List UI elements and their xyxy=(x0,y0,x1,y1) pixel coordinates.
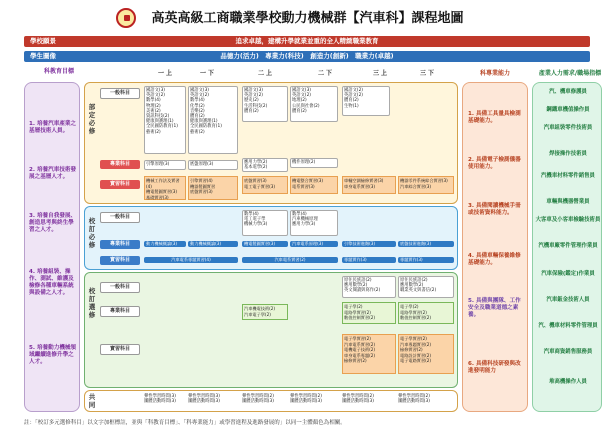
industry-item: 汽車保險(鑑定)作業員 xyxy=(541,271,595,277)
goals-header: 科教育目標 xyxy=(43,68,74,75)
grade-3b: 三 下 xyxy=(419,70,435,77)
school-required-label: 校訂必修 xyxy=(88,217,96,249)
tag-professional: 專業科目 xyxy=(100,160,140,169)
industry-item: 汽車組裝零件技術員 xyxy=(543,125,593,131)
sch-pro-2: 動力機械概論(3) xyxy=(188,241,238,247)
tag-general: 一般科目 xyxy=(100,88,140,99)
goal-item: 1. 培養汽車產業之基層技術人員。 xyxy=(29,121,77,134)
goal-item: 2. 培養汽車技術發展之基層人才。 xyxy=(29,167,77,180)
ele-prac-2: 電子學實習(2) 汽車專題實習(2) 檢修實習(2) 電路設計實習(2) 電子電路實習(2) xyxy=(398,334,454,374)
ele-pro-1: 汽車機電技術(2) 汽車電子學(2) xyxy=(242,304,288,320)
common-2: 彈性學習時間(3) 團體活動時間(3) xyxy=(188,394,220,405)
tag-general: 一般科目 xyxy=(100,212,140,223)
req-general-2: 國語文(3) 英語文(2) 數學(4) 化學(2) 音樂(2) 體育(2) 健康與護理(1) 全民國防教育(1) 藝術(2) xyxy=(188,86,238,154)
grade-3a: 三 上 xyxy=(372,70,388,77)
industry-item: 鋼鐵車機值操作員 xyxy=(546,107,590,113)
sch-general-1: 數學(4) 電工電子學 機械力學(3) xyxy=(242,210,288,236)
req-pro-3: 應用力學(2) 基本電學(2) xyxy=(242,158,288,172)
sch-prac-2: 汽車電系實習(2) xyxy=(242,257,338,263)
industry-item: 汽機車廠零件管理作業員 xyxy=(538,243,598,249)
industry-item: 車輛與機器營業員 xyxy=(546,199,590,205)
ability-item: 5. 具備與團隊、工作安全及職業道德之素養。 xyxy=(468,298,521,318)
ele-general-1: 原住民族語(2) 應用數學(2) 英文閱讀與寫作(2) xyxy=(342,276,396,298)
req-pro-2: 底盤原理(3) xyxy=(188,160,238,170)
common-1: 彈性學習時間(3) 團體活動時間(3) xyxy=(144,394,176,405)
abilities-column xyxy=(462,82,528,412)
req-pro-4: 機件原理(2) xyxy=(290,158,338,168)
footer-note: 註：「校訂多元選修科目」以文字加框標註，並與「科教育目標」、「科專業能力」或學習進程及進路發展的」以同一主體顏色為相關。 xyxy=(24,420,346,426)
goal-item: 3. 培養自我發展、創造思考與終生學習之人才。 xyxy=(29,213,77,233)
school-elective-label: 校訂選修 xyxy=(88,287,96,319)
ele-pro-2: 電子學(2) 電路學實習(2) 數值控制實習(2) xyxy=(342,302,396,324)
req-general-3: 國語文(3) 英語文(2) 歷史(2) 生活科技(2) 體育(2) xyxy=(242,86,288,122)
grade-1a: 一 上 xyxy=(157,70,173,77)
tag-professional: 專業科目 xyxy=(100,306,140,317)
vision-bar xyxy=(24,36,590,47)
tag-practical: 實習科目 xyxy=(100,256,140,265)
req-general-5: 國語文(2) 英語文(2) 體育(2) 生物(1) xyxy=(342,86,390,116)
abilities-header: 科專業能力 xyxy=(479,70,510,77)
industry-column xyxy=(532,82,602,412)
req-prac-4: 機電整合實習(3) 電系實習(3) xyxy=(290,176,338,194)
common-5: 彈性學習時間(2) 團體活動時間(3) xyxy=(342,394,374,405)
req-general-4: 國語文(3) 英語文(2) 地理(2) 公民與社會(2) 體育(2) xyxy=(290,86,338,122)
common-3: 彈性學習時間(2) 團體活動時間(3) xyxy=(242,394,274,405)
ability-item: 3. 具備閱讀機械手冊或技術資料能力。 xyxy=(468,203,521,216)
sch-pro-3: 機電製圖實習(3) xyxy=(242,241,288,247)
ele-prac-1: 電子學實習(2) 汽車電系實習(2) 電機電子技術(2) 車身電系專題(2) 檢修實習(2) xyxy=(342,334,396,374)
industry-item: 汽機車材料零件銷售員 xyxy=(541,173,595,179)
industry-item: 汽、機車修護員 xyxy=(549,89,587,95)
sch-general-2: 數學(4) 汽車機械原理 應用力學(3) xyxy=(290,210,338,236)
common-6: 彈性學習時間(2) 團體活動時間(3) xyxy=(398,394,430,405)
industry-item: 焊接操作技術員 xyxy=(549,151,587,157)
ele-pro-3: 電子學(2) 電路學實習(2) 數值控制實習(2) xyxy=(398,302,454,324)
industry-item: 汽、機車材料零件管理員 xyxy=(538,323,598,329)
tag-general: 一般科目 xyxy=(100,282,140,293)
industry-item: 汽車鈑金技術人員 xyxy=(546,297,590,303)
req-prac-3: 底盤實習(3) 電工電子實習(3) xyxy=(242,176,288,194)
grade-2a: 二 上 xyxy=(257,70,273,77)
req-prac-6: 機器零件系統綜合實習(3) 汽車綜合實習(3) xyxy=(398,176,454,194)
goal-item: 5. 培養動力機械領域繼續進修升學之人才。 xyxy=(29,345,77,365)
industry-item: 汽車商資銷售服務員 xyxy=(543,349,593,355)
common-label: 共同 xyxy=(88,393,96,409)
req-prac-5: 車輛空調檢修實習(3) 車身電系實習(3) xyxy=(342,176,396,194)
sch-pro-4: 汽車電系原理(3) xyxy=(290,241,338,247)
common-4: 彈性學習時間(2) 團體活動時間(3) xyxy=(290,394,322,405)
req-pro-1: 引擎原理(3) xyxy=(144,160,186,170)
page-title: 高英高級工商職業學校動力機械群【汽車科】課程地圖 xyxy=(151,11,464,26)
industry-header: 產業人力需求/職場指標 xyxy=(538,70,602,77)
industry-item: 堆高機操作人員 xyxy=(549,379,587,385)
tag-professional: 專業科目 xyxy=(100,240,140,249)
sch-pro-7: 底盤技術進階(3) xyxy=(398,241,454,247)
ability-item: 6. 具備科技研發與改進發明能力 xyxy=(468,361,521,374)
tag-practical: 實習科目 xyxy=(100,180,140,189)
sch-prac-3: 專題實作(3) xyxy=(342,257,396,263)
ability-item: 4. 具備車輛保養維修基礎能力。 xyxy=(468,253,521,266)
tag-practical: 實習科目 xyxy=(100,344,140,355)
required-section-label: 部定必修 xyxy=(88,103,96,135)
ability-item: 1. 具備工具量具檢測基礎能力。 xyxy=(468,111,521,124)
goal-item: 4. 培養組裝、操作、測試、維護及檢修各種車輛系統與設備之人才。 xyxy=(29,269,74,296)
student-image-text: 品德力(活力) 專業力(科技) 創造力(創新) 職業力(卓越) xyxy=(220,52,394,60)
industry-item: 大客車及小客車檢驗技術員 xyxy=(535,217,601,223)
vision-text: 追求卓越，建構升學就業並重的全人精緻職業教育 xyxy=(235,37,379,45)
ele-general-2: 原住民族語(2) 應用數學(2) 職業英文與書信(2) xyxy=(398,276,454,298)
sch-pro-6: 引擎技術進階(3) xyxy=(342,241,396,247)
sch-prac-1: 汽車電系專題實習(4) xyxy=(144,257,238,263)
goals-column xyxy=(24,82,80,412)
sch-prac-4: 專題實作(3) xyxy=(398,257,454,263)
sch-pro-1: 動力機械概論(3) xyxy=(144,241,186,247)
req-prac-2: 引擎實習(4) 機器製圖實習 底盤實習(3) xyxy=(188,176,238,200)
vision-label: 學校願景 xyxy=(30,37,56,45)
req-prac-1: 機械工作法及實習(4) 機電製圖實習(3) 基礎實習(3) xyxy=(144,176,186,200)
student-image-label: 學生圖像 xyxy=(30,52,56,60)
grade-1b: 一 下 xyxy=(199,70,215,77)
ability-item: 2. 具備電子檢測儀器使用能力。 xyxy=(468,157,521,170)
req-general-1: 國語文(3) 英語文(2) 數學(4) 物理(2) 美術(2) 資訊科技(2) 健康與護理(1) 全民國防教育(1) 藝術(2) xyxy=(144,86,186,154)
student-image-bar xyxy=(24,51,590,62)
grade-2b: 二 下 xyxy=(317,70,333,77)
